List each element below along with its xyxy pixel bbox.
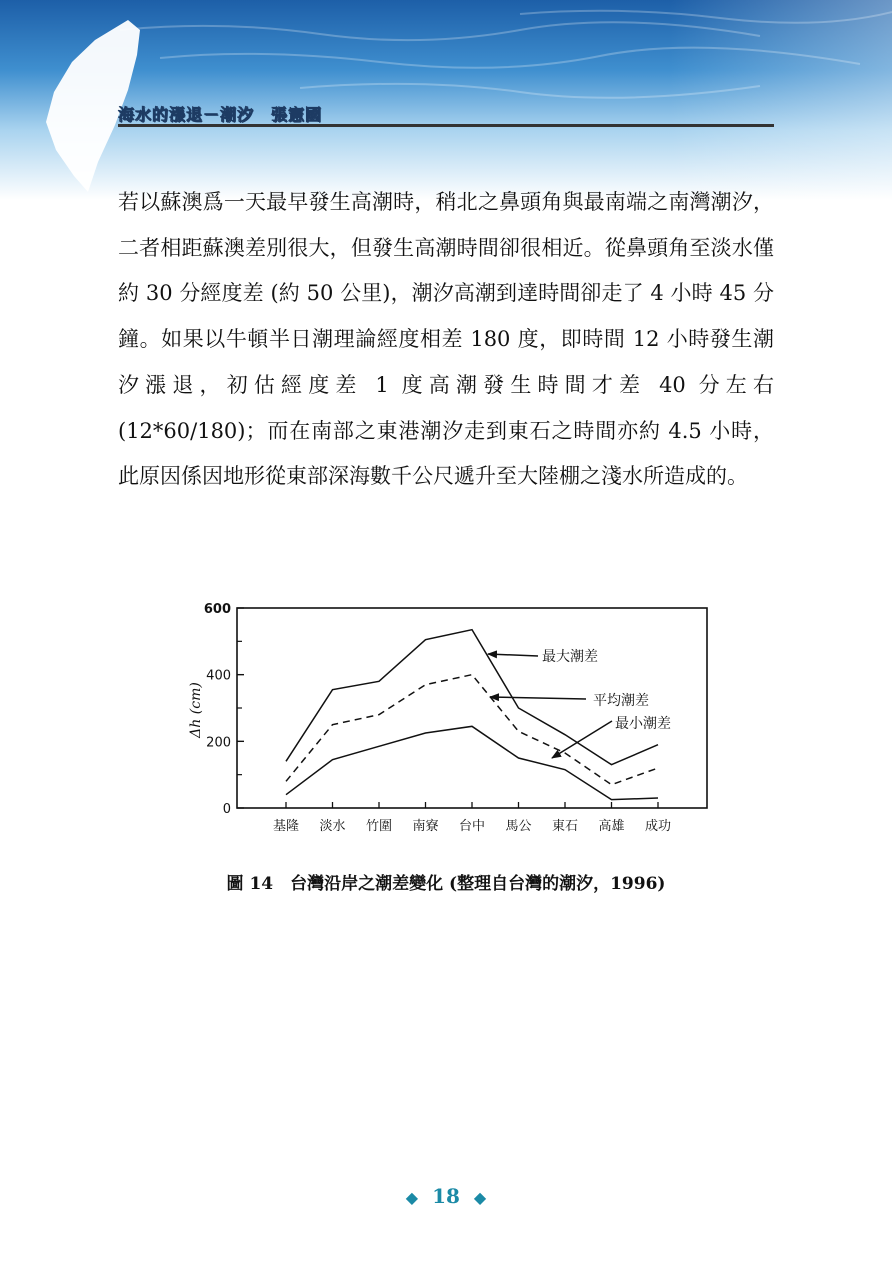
y-axis-label: Δh (cm) — [188, 682, 204, 738]
x-tick-label: 成功 — [644, 819, 672, 834]
annotation-arrow — [488, 654, 538, 656]
y-tick-label: 400 — [206, 668, 231, 684]
diamond-left-icon: ◆ — [405, 1188, 419, 1207]
y-axis-ticks — [204, 602, 244, 817]
page-footer — [0, 1184, 892, 1208]
x-axis-labels — [273, 802, 671, 834]
x-tick-label: 馬公 — [505, 819, 532, 834]
annotation-arrow — [552, 721, 612, 758]
x-tick-label: 東石 — [551, 819, 579, 834]
y-tick-label: 200 — [206, 735, 231, 751]
x-tick-label: 高雄 — [598, 819, 625, 834]
diamond-right-icon: ◆ — [473, 1188, 487, 1207]
header-rule — [118, 124, 774, 127]
x-tick-label: 台中 — [458, 819, 486, 834]
series-label: 平均潮差 — [593, 693, 649, 709]
x-tick-label: 竹圍 — [365, 819, 393, 834]
figure-caption: 圖 14 台灣沿岸之潮差變化 (整理自台灣的潮汐，1996) — [226, 874, 666, 894]
series-label: 最大潮差 — [542, 649, 598, 665]
chart-svg — [0, 590, 892, 850]
annotation-arrow — [490, 697, 586, 699]
series-label: 最小潮差 — [615, 716, 671, 732]
x-tick-label: 南寮 — [412, 819, 439, 834]
body-paragraph: 若以蘇澳爲一天最早發生高潮時，稍北之鼻頭角與最南端之南灣潮汐，二者相距蘇澳差別很大，但發生高潮時間卻很相近。從鼻頭角至淡水僅約 30 分經度差 (約 50 公里)，潮汐高潮到達時間卻走了 4 小時 45 分鐘。如果以牛頓半日潮理論經度相差 180 度，即時間 12 小時發生潮汐漲退，初估經度差 1 度高潮發生時間才差 40 分左右 (12*60/180)；而在南部之東港潮汐走到東石之時間亦約 4.5 小時，此原因係因地形從東部深海數千公尺遞升至大陸棚之淺水所造成的。 — [118, 190, 774, 489]
series-line-min — [286, 726, 658, 799]
series-lines — [286, 630, 658, 800]
page-number: 18 — [432, 1184, 460, 1208]
y-tick-label: 0 — [222, 802, 231, 817]
x-tick-label: 基隆 — [272, 819, 300, 834]
x-tick-label: 淡水 — [319, 819, 346, 834]
tide-range-chart — [0, 590, 892, 850]
series-line-mean — [286, 675, 658, 785]
header-banner — [0, 0, 892, 200]
y-tick-label: 600 — [203, 602, 231, 617]
running-title: 海水的漲退－潮汐 張憲國 — [118, 105, 323, 124]
